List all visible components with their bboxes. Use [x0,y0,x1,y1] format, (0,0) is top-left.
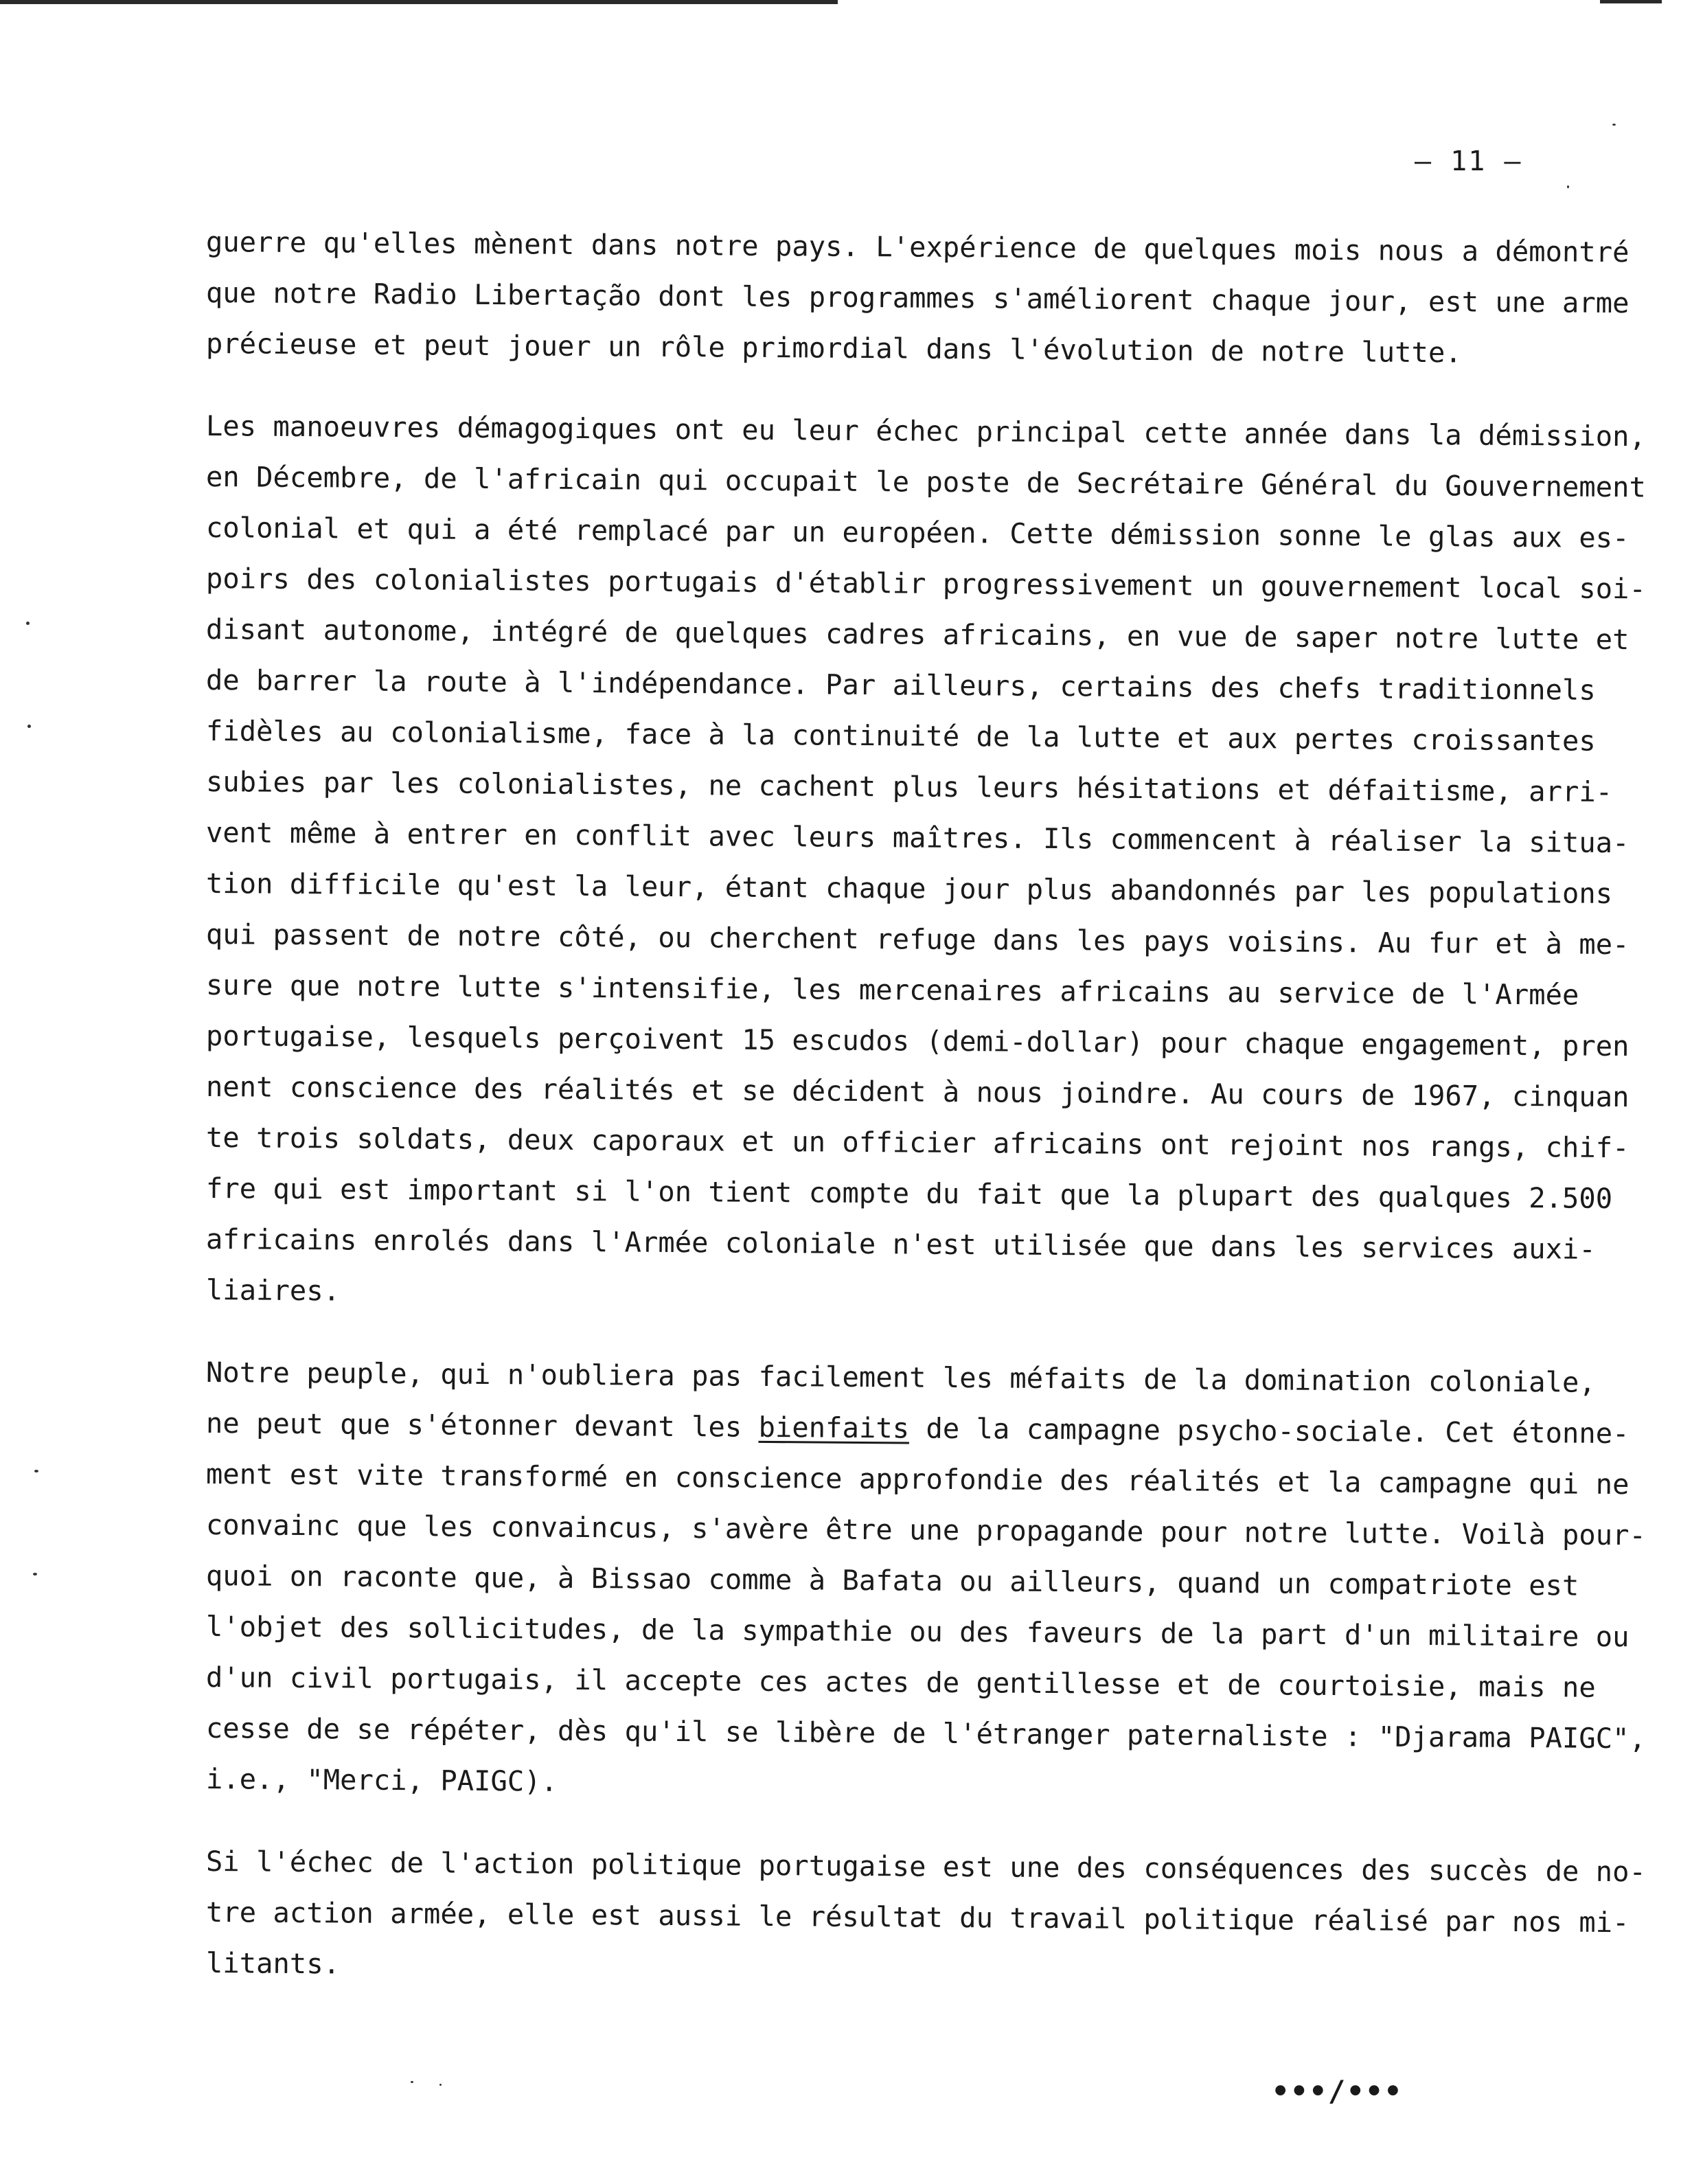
text-line: nent conscience des réalités et se décident à nous joindre. Au cours de 1967, cinquan [205,1070,1630,1114]
text-line: qui passent de notre côté, ou cherchent refuge dans les pays voisins. Au fur et à me- [205,918,1630,962]
scan-speck [411,2081,413,2083]
scan-speck [33,1573,37,1576]
text-line: te trois soldats, deux caporaux et un officier africains ont rejoint nos rangs, chif- [205,1121,1630,1165]
text-line: Si l'échec de l'action politique portugaise est une des conséquences des succès de no- [205,1845,1647,1889]
text-line: poirs des colonialistes portugais d'établir progressivement un gouvernement local soi- [205,562,1647,606]
text-line: guerre qu'elles mènent dans notre pays. L'expérience de quelques mois nous a démontré [205,225,1630,269]
text-line: litants. [205,1946,341,1981]
scan-speck [34,1470,38,1472]
scan-speck [26,622,30,625]
text-line: colonial et qui a été remplacé par un européen. Cette démission sonne le glas aux es- [205,511,1630,555]
scan-speck [1612,124,1616,126]
text-line: Notre peuple, qui n'oubliera pas facilement les méfaits de la domination coloniale, [205,1356,1596,1399]
text-line: vent même à entrer en conflit avec leurs maîtres. Ils commencent à réaliser la situa- [205,816,1630,860]
text-line: précieuse et peut jouer un rôle primordial dans l'évolution de notre lutte. [205,327,1462,369]
text-line: fidèles au colonialisme, face à la continuité de la lutte et aux pertes croissantes [205,714,1596,758]
scan-speck [27,725,31,728]
scan-speck [1567,185,1569,188]
text-line: de barrer la route à l'indépendance. Par ailleurs, certains des chefs traditionnels [205,663,1596,707]
paragraph [205,216,1630,369]
text-line: ne peut que s'étonner devant les bienfaits de la campagne psycho-sociale. Cet étonne- [205,1407,1630,1451]
text-line: cesse de se répéter, dès qu'il se libère de l'étranger paternaliste : "Djarama PAIGC", [205,1711,1647,1755]
text-line: Les manoeuvres démagogiques ont eu leur échec principal cette année dans la démission, [205,409,1647,453]
text-line: l'objet des sollicitudes, de la sympathie ou des faveurs de la part d'un militaire ou [205,1610,1630,1654]
text-line: i.e., "Merci, PAIGC). [205,1762,558,1798]
text-line: sure que notre lutte s'intensifie, les mercenaires africains au service de l'Armée [205,968,1579,1012]
paragraph [205,400,1647,1315]
text-line: portugaise, lesquels perçoivent 15 escudos (demi-dollar) pour chaque engagement, pren [205,1019,1630,1063]
document-body [205,216,1647,2020]
text-line: liaires. [205,1273,341,1308]
paragraph [205,1347,1647,1804]
text-line: d'un civil portugais, il accepte ces actes de gentillesse et de courtoisie, mais ne [205,1661,1596,1704]
text-line: quoi on raconte que, à Bissao comme à Bafata ou ailleurs, quand un compatriote est [205,1559,1579,1602]
text-line: convainc que les convaincus, s'avère être une propagande pour notre lutte. Voilà pour- [205,1508,1647,1552]
text-line: en Décembre, de l'africain qui occupait le poste de Secrétaire Général du Gouvernement [205,460,1647,504]
continuation-marker: •••/••• [1272,2074,1404,2108]
text-line: tre action armée, elle est aussi le résultat du travail politique réalisé par nos mi- [205,1896,1630,1940]
paragraph [205,1836,1647,1988]
text-line: disant autonome, intégré de quelques cadres africains, en vue de saper notre lutte et [205,613,1630,657]
page-number: – 11 – [1415,146,1522,177]
underlined-word: bienfaits [758,1410,910,1445]
scan-speck [439,2084,442,2086]
text-line: africains enrolés dans l'Armée coloniale n'est utilisée que dans les services auxi- [205,1222,1596,1266]
text-line: tion difficile qu'est la leur, étant chaque jour plus abandonnés par les populations [205,867,1613,911]
text-line: ment est vite transformé en conscience approfondie des réalités et la campagne qui ne [205,1457,1630,1501]
top-scan-rule-right [1600,0,1662,3]
text-line: fre qui est important si l'on tient compte du fait que la plupart des qualques 2.500 [205,1172,1613,1216]
text-line: subies par les colonialistes, ne cachent plus leurs hésitations et défaitisme, arri- [205,765,1613,809]
top-scan-rule [0,0,838,4]
text-line: que notre Radio Libertação dont les programmes s'améliorent chaque jour, est une arme [205,276,1630,320]
